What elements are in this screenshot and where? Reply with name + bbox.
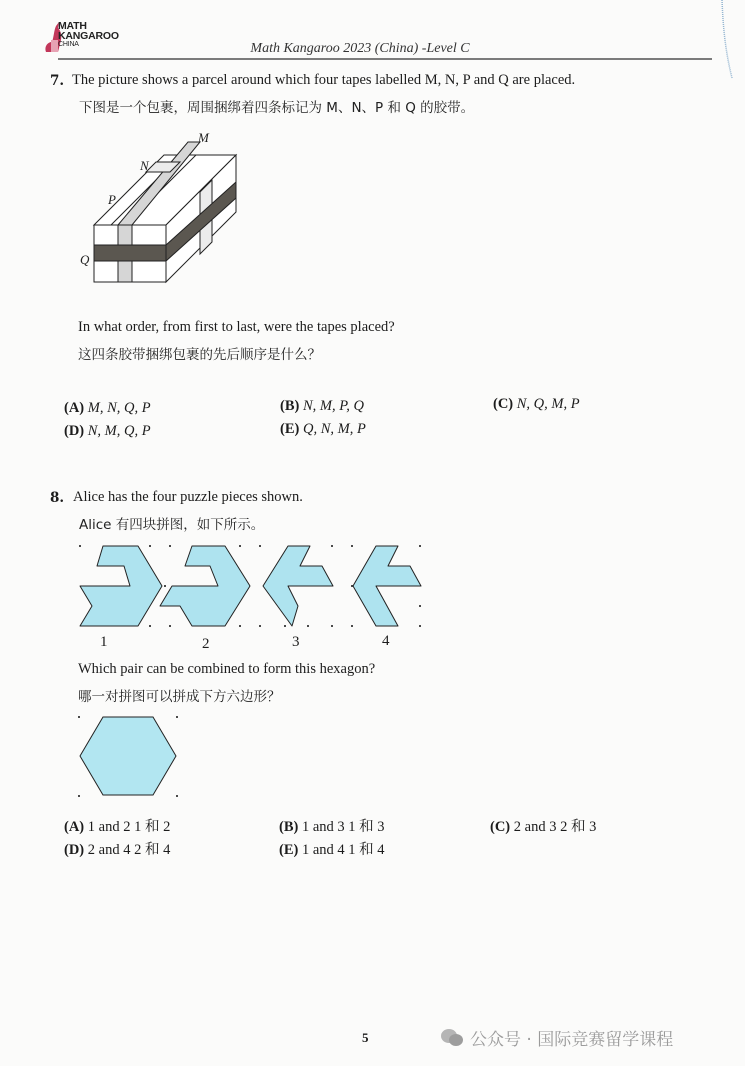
logo-line-china: CHINA [58, 41, 79, 48]
question-8-ask-zh: 哪一对拼图可以拼成下方六边形？ [78, 689, 281, 705]
q8-option-e[interactable] [279, 838, 385, 859]
question-7-prompt-en: The picture shows a parcel around which four tapes labelled M, N, P and Q are placed. [72, 72, 576, 88]
option-text: N, M, P, Q [302, 398, 364, 414]
q7-option-a[interactable] [64, 400, 151, 417]
option-letter: (A) [64, 819, 85, 835]
q8-option-b[interactable] [279, 815, 385, 836]
tape-label-q: Q [80, 252, 90, 267]
watermark-text: 公众号 · 国际竞赛留学课程 [470, 1030, 674, 1050]
piece-label-3: 3 [292, 634, 300, 650]
option-text: 2 and 3 2 和 3 [513, 819, 597, 835]
option-text: M, N, Q, P [87, 400, 151, 416]
option-text: Q, N, M, P [302, 421, 366, 437]
option-letter: (A) [64, 400, 85, 416]
puzzle-pieces-figure [70, 540, 430, 630]
question-7-prompt-zh: 下图是一个包裹，周围捆绑着四条标记为 M、N、P 和 Q 的胶带。 [79, 100, 475, 116]
option-letter: (C) [493, 396, 514, 412]
q8-option-c[interactable] [490, 815, 596, 836]
question-8-prompt-en: Alice has the four puzzle pieces shown. [73, 489, 303, 505]
piece-label-4: 4 [382, 633, 390, 649]
option-text: 2 and 4 2 和 4 [87, 842, 171, 858]
option-letter: (C) [490, 819, 511, 835]
target-hexagon [80, 717, 176, 795]
question-7-ask-en: In what order, from first to last, were the tapes placed? [78, 319, 395, 335]
option-text: 1 and 2 1 和 2 [87, 819, 171, 835]
q8-option-d[interactable] [64, 838, 170, 859]
tape-label-n: N [140, 158, 149, 173]
logo-line-math: MATH [58, 20, 87, 32]
option-letter: (D) [64, 423, 85, 439]
tape-label-m: M [198, 132, 209, 145]
option-text: 1 and 3 1 和 3 [301, 819, 385, 835]
piece-label-1: 1 [100, 634, 108, 650]
page-header-title: Math Kangaroo 2023 (China) -Level C [250, 41, 470, 56]
option-letter: (E) [280, 421, 300, 437]
q8-option-a[interactable] [64, 815, 170, 836]
question-8-ask-en: Which pair can be combined to form this hexagon? [78, 661, 376, 677]
question-7-ask-zh: 这四条胶带捆绑包裹的先后顺序是什么？ [78, 347, 321, 363]
q7-option-c[interactable] [493, 396, 580, 413]
puzzle-piece-1 [80, 546, 162, 626]
q7-option-b[interactable] [280, 398, 364, 415]
question-8-prompt-zh: Alice 有四块拼图，如下所示。 [79, 517, 265, 533]
wechat-icon [440, 1028, 464, 1048]
option-text: 1 and 4 1 和 4 [301, 842, 385, 858]
question-8-number: 8. [50, 490, 65, 506]
question-7-number: 7. [50, 73, 65, 89]
puzzle-piece-4 [353, 546, 421, 626]
page-number: 5 [362, 1030, 369, 1045]
scan-edge-decoration [718, 0, 745, 80]
puzzle-piece-3 [263, 546, 333, 626]
q7-option-e[interactable] [280, 421, 366, 438]
option-letter: (B) [280, 398, 300, 414]
tape-label-p: P [108, 192, 116, 207]
q7-option-d[interactable] [64, 423, 151, 440]
logo-line-kangaroo: KANGAROO [58, 30, 119, 42]
option-text: N, Q, M, P [516, 396, 580, 412]
option-letter: (B) [279, 819, 299, 835]
hexagon-figure [76, 712, 186, 802]
option-text: N, M, Q, P [87, 423, 151, 439]
logo-text [58, 21, 119, 49]
option-letter: (D) [64, 842, 85, 858]
watermark [440, 1025, 673, 1050]
puzzle-piece-2 [160, 546, 250, 626]
piece-label-2: 2 [202, 636, 210, 652]
header-divider [58, 58, 712, 60]
parcel-diagram [76, 132, 246, 292]
option-letter: (E) [279, 842, 299, 858]
